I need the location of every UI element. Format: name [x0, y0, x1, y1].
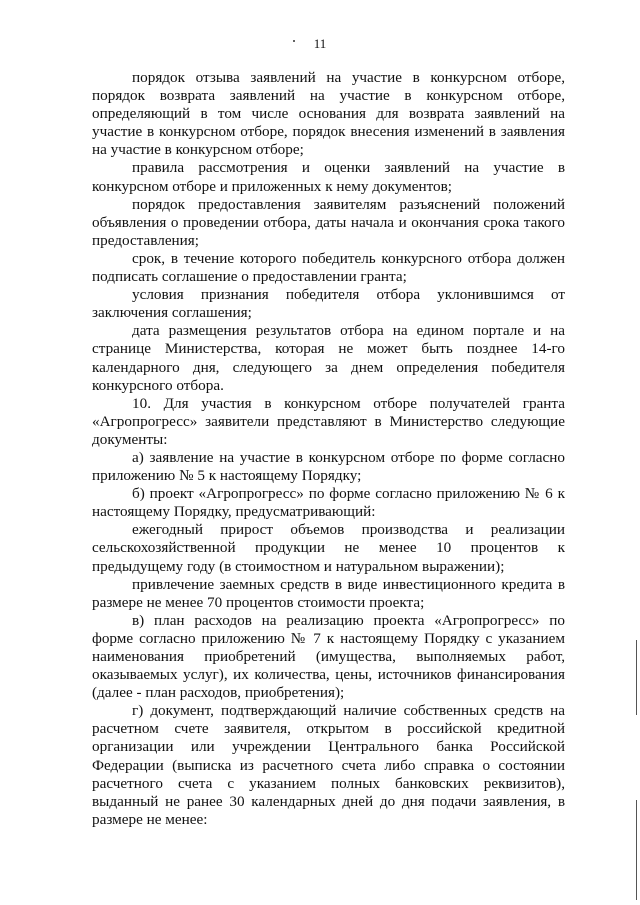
page-number: 11 [313, 36, 327, 51]
scan-edge-line [636, 800, 637, 900]
paragraph-item-v: в) план расходов на реализацию проекта «Агропрогресс» по форме согласно приложению № 7 к настоящему Порядку с указанием наименования приобретений (имущества, выполняемых работ, оказываемых услуг), их количества, цены, источников финансирования (далее - план расходов, приобретения); [92, 611, 565, 702]
paragraph-item-g: г) документ, подтверждающий наличие собственных средств на расчетном счете заявителя, открытом в российской кредитной организации или учреждении Центрального банка Российской Федерации (выписка из расчетного счета либо справка о состоянии расчетного счета с указанием полных банковских реквизитов), выданный не ранее 30 календарных дней до дня подачи заявления, в размере не менее: [92, 702, 565, 828]
paragraph-borrowed-funds: привлечение заемных средств в виде инвестиционного кредита в размере не менее 70 процентов стоимости проекта; [92, 575, 565, 611]
paragraph-withdrawal-procedure: порядок отзыва заявлений на участие в конкурсном отборе, порядок возврата заявлений на участие в конкурсном отборе, определяющий в том числе основания для возврата заявлений на участие в конкурсном отборе, порядок внесения изменений в заявления на участие в конкурсном отборе; [92, 69, 565, 159]
paragraph-results-date: дата размещения результатов отбора на едином портале и на странице Министерства, которая не может быть позднее 14-го календарного дня, следующего за днем определения победителя конкурсного отбора. [92, 322, 565, 394]
paragraph-clarifications: порядок предоставления заявителям разъяснений положений объявления о проведении отбора, даты начала и окончания срока такого предоставления; [92, 195, 565, 249]
document-body [92, 69, 565, 829]
paragraph-item-b: б) проект «Агропрогресс» по форме согласно приложению № 6 к настоящему Порядку, предусматривающий: [92, 485, 565, 521]
paragraph-signing-deadline: срок, в течение которого победитель конкурсного отбора должен подписать соглашение о предоставлении гранта; [92, 249, 565, 286]
paragraph-production-growth: ежегодный прирост объемов производства и реализации сельскохозяйственной продукции не менее 10 процентов к предыдущему году (в стоимостном и натуральном выражении); [92, 521, 565, 575]
paragraph-item-10: 10. Для участия в конкурсном отборе получателей гранта «Агропрогресс» заявители представляют в Министерство следующие документы: [92, 394, 565, 448]
paragraph-evaluation-rules: правила рассмотрения и оценки заявлений на участие в конкурсном отборе и приложенных к нему документов; [92, 159, 565, 195]
paragraph-evasion-conditions: условия признания победителя отбора уклонившимся от заключения соглашения; [92, 286, 565, 322]
paragraph-item-a: а) заявление на участие в конкурсном отборе по форме согласно приложению № 5 к настоящему Порядку; [92, 448, 565, 485]
scan-edge-line [636, 640, 637, 715]
